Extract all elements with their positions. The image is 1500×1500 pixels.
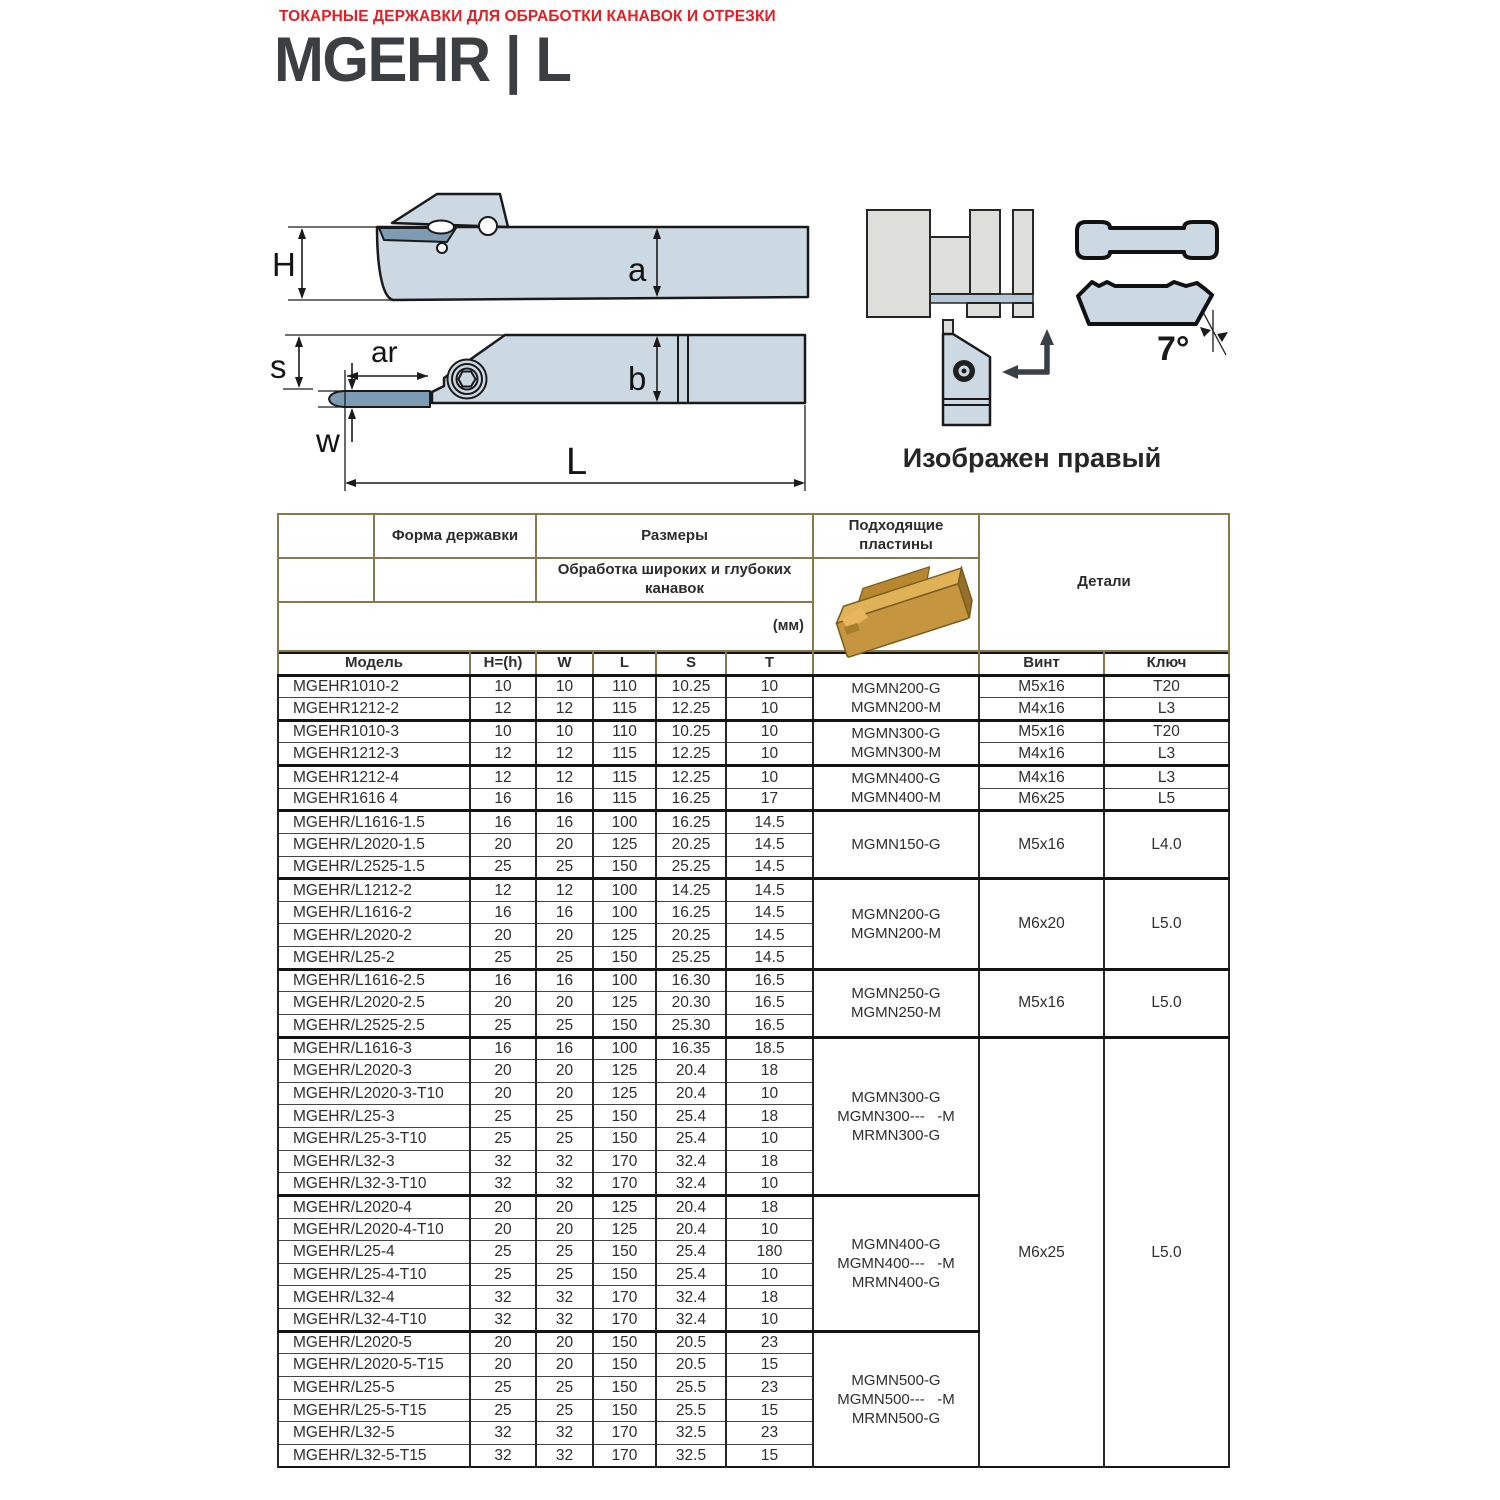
cell-model: MGEHR/L25-5 bbox=[278, 1376, 470, 1399]
cell-t: 14.5 bbox=[726, 879, 813, 902]
cell-model: MGEHR/L25-2 bbox=[278, 947, 470, 970]
cell-l: 170 bbox=[593, 1444, 656, 1467]
cell-s: 14.25 bbox=[656, 879, 726, 902]
cell-l: 125 bbox=[593, 1218, 656, 1241]
cell-t: 10 bbox=[726, 698, 813, 721]
cell-h: 16 bbox=[470, 1037, 536, 1060]
drawing-caption: Изображен правый bbox=[902, 443, 1162, 473]
cell-l: 125 bbox=[593, 992, 656, 1015]
cell-plates: MGMN300-G MGMN300-M bbox=[813, 720, 979, 765]
cell-w: 12 bbox=[536, 743, 593, 766]
cell-key: L4.0 bbox=[1104, 811, 1229, 879]
cell-s: 16.25 bbox=[656, 901, 726, 924]
column-header-row bbox=[278, 653, 1229, 675]
cell-w: 25 bbox=[536, 1014, 593, 1037]
cell-t: 15 bbox=[726, 1399, 813, 1422]
cell-h: 25 bbox=[470, 1399, 536, 1422]
cell-s: 25.4 bbox=[656, 1241, 726, 1264]
cell-model: MGEHR/L32-4-T10 bbox=[278, 1309, 470, 1332]
cell-w: 20 bbox=[536, 1218, 593, 1241]
cell-s: 20.4 bbox=[656, 1060, 726, 1083]
cell-w: 25 bbox=[536, 1263, 593, 1286]
cell-s: 20.5 bbox=[656, 1331, 726, 1354]
page-title: MGEHR | L bbox=[274, 25, 571, 95]
cell-l: 150 bbox=[593, 947, 656, 970]
cell-key: T20 bbox=[1104, 720, 1229, 743]
spec-table bbox=[277, 652, 1230, 1468]
col-header-l: L bbox=[593, 653, 656, 675]
cell-s: 16.25 bbox=[656, 788, 726, 811]
cell-h: 20 bbox=[470, 992, 536, 1015]
cell-model: MGEHR/L1616-1.5 bbox=[278, 811, 470, 834]
cell-w: 16 bbox=[536, 969, 593, 992]
spec-table-area bbox=[277, 513, 1228, 1468]
col-header-key: Ключ bbox=[1104, 653, 1229, 675]
cell-l: 110 bbox=[593, 675, 656, 698]
col-header-t: T bbox=[726, 653, 813, 675]
cell-model: MGEHR/L2020-4-T10 bbox=[278, 1218, 470, 1241]
cell-s: 32.4 bbox=[656, 1150, 726, 1173]
cell-h: 20 bbox=[470, 1082, 536, 1105]
cell-w: 16 bbox=[536, 788, 593, 811]
dim-label-a: a bbox=[628, 251, 647, 288]
spec-table-rows bbox=[278, 653, 1229, 1467]
table-row bbox=[278, 1037, 1229, 1060]
cell-t: 10 bbox=[726, 766, 813, 789]
cell-h: 10 bbox=[470, 675, 536, 698]
cell-s: 25.4 bbox=[656, 1263, 726, 1286]
cell-l: 125 bbox=[593, 1082, 656, 1105]
cell-w: 20 bbox=[536, 1331, 593, 1354]
cell-h: 12 bbox=[470, 698, 536, 721]
cell-h: 25 bbox=[470, 1128, 536, 1151]
cell-l: 110 bbox=[593, 720, 656, 743]
cell-l: 100 bbox=[593, 901, 656, 924]
cell-w: 20 bbox=[536, 1082, 593, 1105]
cell-t: 18.5 bbox=[726, 1037, 813, 1060]
cell-key: L3 bbox=[1104, 766, 1229, 789]
dim-label-w: w bbox=[316, 422, 340, 459]
cell-model: MGEHR/L32-5-T15 bbox=[278, 1444, 470, 1467]
cell-w: 25 bbox=[536, 1376, 593, 1399]
cell-plates: MGMN300-G MGMN300--- -M MRMN300-G bbox=[813, 1037, 979, 1195]
dim-label-L: L bbox=[566, 441, 588, 483]
cell-s: 20.25 bbox=[656, 833, 726, 856]
cell-l: 150 bbox=[593, 1241, 656, 1264]
cell-model: MGEHR1616 4 bbox=[278, 788, 470, 811]
cell-h: 32 bbox=[470, 1150, 536, 1173]
cell-model: MGEHR/L2525-1.5 bbox=[278, 856, 470, 879]
cell-w: 32 bbox=[536, 1286, 593, 1309]
cell-l: 115 bbox=[593, 788, 656, 811]
cell-s: 25.5 bbox=[656, 1376, 726, 1399]
insert-photo bbox=[814, 559, 976, 677]
cell-h: 32 bbox=[470, 1286, 536, 1309]
cell-model: MGEHR/L25-4-T10 bbox=[278, 1263, 470, 1286]
cell-l: 100 bbox=[593, 879, 656, 902]
cell-model: MGEHR/L2020-4 bbox=[278, 1195, 470, 1218]
cell-h: 32 bbox=[470, 1309, 536, 1332]
cell-model: MGEHR/L2020-5 bbox=[278, 1331, 470, 1354]
cell-screw: M4x16 bbox=[979, 766, 1104, 789]
cell-model: MGEHR1010-2 bbox=[278, 675, 470, 698]
cell-model: MGEHR/L1616-2 bbox=[278, 901, 470, 924]
header-empty-cell bbox=[374, 558, 536, 602]
cell-l: 150 bbox=[593, 1014, 656, 1037]
header-mm: (мм) bbox=[278, 602, 813, 651]
cell-w: 25 bbox=[536, 1128, 593, 1151]
cell-w: 25 bbox=[536, 856, 593, 879]
angle-label: 7° bbox=[1157, 330, 1190, 368]
cell-t: 10 bbox=[726, 1173, 813, 1196]
cell-s: 32.5 bbox=[656, 1422, 726, 1445]
cell-w: 20 bbox=[536, 992, 593, 1015]
cell-w: 25 bbox=[536, 1105, 593, 1128]
cell-s: 32.4 bbox=[656, 1309, 726, 1332]
cell-l: 150 bbox=[593, 1263, 656, 1286]
cell-l: 125 bbox=[593, 833, 656, 856]
cell-plates: MGMN250-G MGMN250-M bbox=[813, 969, 979, 1037]
cell-w: 25 bbox=[536, 1241, 593, 1264]
cell-w: 12 bbox=[536, 766, 593, 789]
cell-s: 20.5 bbox=[656, 1354, 726, 1377]
cell-screw: M6x25 bbox=[979, 788, 1104, 811]
feed-direction-arrows bbox=[1002, 329, 1054, 379]
cell-h: 25 bbox=[470, 947, 536, 970]
table-row bbox=[278, 766, 1229, 789]
cell-l: 115 bbox=[593, 766, 656, 789]
cell-s: 12.25 bbox=[656, 766, 726, 789]
cell-screw: M5x16 bbox=[979, 675, 1104, 698]
cell-t: 18 bbox=[726, 1150, 813, 1173]
cell-h: 16 bbox=[470, 788, 536, 811]
cell-t: 16.5 bbox=[726, 1014, 813, 1037]
cell-t: 18 bbox=[726, 1060, 813, 1083]
cell-h: 25 bbox=[470, 1241, 536, 1264]
cell-model: MGEHR/L2020-5-T15 bbox=[278, 1354, 470, 1377]
cell-l: 115 bbox=[593, 743, 656, 766]
cutting-tool-figure bbox=[943, 320, 990, 425]
cell-model: MGEHR/L32-3 bbox=[278, 1150, 470, 1173]
cell-s: 20.30 bbox=[656, 992, 726, 1015]
cell-model: MGEHR1010-3 bbox=[278, 720, 470, 743]
cell-h: 12 bbox=[470, 879, 536, 902]
cell-screw: M5x16 bbox=[979, 811, 1104, 879]
cell-l: 150 bbox=[593, 1399, 656, 1422]
cell-w: 25 bbox=[536, 1399, 593, 1422]
dim-label-s: s bbox=[270, 348, 287, 385]
col-header-h: H=(h) bbox=[470, 653, 536, 675]
cell-t: 10 bbox=[726, 675, 813, 698]
cell-h: 25 bbox=[470, 1376, 536, 1399]
cell-t: 10 bbox=[726, 1218, 813, 1241]
cell-l: 170 bbox=[593, 1309, 656, 1332]
cell-w: 16 bbox=[536, 1037, 593, 1060]
cell-screw: M6x20 bbox=[979, 879, 1104, 970]
col-header-screw: Винт bbox=[979, 653, 1104, 675]
cell-key: L5.0 bbox=[1104, 879, 1229, 970]
cell-screw: M6x25 bbox=[979, 1037, 1104, 1467]
cell-l: 100 bbox=[593, 969, 656, 992]
insert-side-view-drawing bbox=[1078, 282, 1212, 324]
cell-s: 32.5 bbox=[656, 1444, 726, 1467]
cell-l: 125 bbox=[593, 1060, 656, 1083]
cell-s: 25.25 bbox=[656, 947, 726, 970]
cell-w: 32 bbox=[536, 1173, 593, 1196]
table-row bbox=[278, 675, 1229, 698]
cell-l: 170 bbox=[593, 1286, 656, 1309]
table-row bbox=[278, 879, 1229, 902]
cell-t: 16.5 bbox=[726, 992, 813, 1015]
dim-label-H: H bbox=[272, 246, 296, 283]
cell-h: 25 bbox=[470, 1014, 536, 1037]
cell-s: 25.4 bbox=[656, 1128, 726, 1151]
cell-t: 18 bbox=[726, 1105, 813, 1128]
cell-w: 16 bbox=[536, 811, 593, 834]
eyebrow-title: ТОКАРНЫЕ ДЕРЖАВКИ ДЛЯ ОБРАБОТКИ КАНАВОК И ОТРЕЗКИ bbox=[279, 8, 776, 25]
dim-label-ar: ar bbox=[371, 336, 398, 369]
technical-drawing bbox=[250, 160, 1310, 505]
cell-s: 16.35 bbox=[656, 1037, 726, 1060]
cell-h: 10 bbox=[470, 720, 536, 743]
cell-t: 10 bbox=[726, 1309, 813, 1332]
cell-w: 32 bbox=[536, 1309, 593, 1332]
cell-model: MGEHR/L1616-3 bbox=[278, 1037, 470, 1060]
dimension-ar bbox=[347, 336, 428, 380]
cell-h: 20 bbox=[470, 833, 536, 856]
cell-t: 14.5 bbox=[726, 811, 813, 834]
cell-plates: MGMN200-G MGMN200-M bbox=[813, 675, 979, 720]
cell-model: MGEHR/L2525-2.5 bbox=[278, 1014, 470, 1037]
cell-model: MGEHR/L1616-2.5 bbox=[278, 969, 470, 992]
cell-l: 150 bbox=[593, 1331, 656, 1354]
cell-t: 14.5 bbox=[726, 947, 813, 970]
cell-model: MGEHR/L2020-2.5 bbox=[278, 992, 470, 1015]
cell-key: L3 bbox=[1104, 743, 1229, 766]
cell-model: MGEHR1212-2 bbox=[278, 698, 470, 721]
cell-s: 16.25 bbox=[656, 811, 726, 834]
cell-s: 20.25 bbox=[656, 924, 726, 947]
cell-h: 32 bbox=[470, 1422, 536, 1445]
cell-model: MGEHR1212-3 bbox=[278, 743, 470, 766]
table-row bbox=[278, 743, 1229, 766]
cell-plates: MGMN400-G MGMN400--- -M MRMN400-G bbox=[813, 1195, 979, 1331]
cell-t: 14.5 bbox=[726, 924, 813, 947]
cell-t: 10 bbox=[726, 1128, 813, 1151]
holder-top-view-drawing bbox=[377, 194, 808, 300]
col-header-s: S bbox=[656, 653, 726, 675]
cell-s: 20.4 bbox=[656, 1082, 726, 1105]
cell-s: 25.30 bbox=[656, 1014, 726, 1037]
col-header-model: Модель bbox=[278, 653, 470, 675]
cell-key: L5.0 bbox=[1104, 969, 1229, 1037]
cell-w: 20 bbox=[536, 924, 593, 947]
cell-h: 16 bbox=[470, 969, 536, 992]
cell-model: MGEHR/L32-5 bbox=[278, 1422, 470, 1445]
cell-t: 15 bbox=[726, 1354, 813, 1377]
cell-s: 25.25 bbox=[656, 856, 726, 879]
cell-s: 10.25 bbox=[656, 675, 726, 698]
header-empty-cell bbox=[278, 558, 374, 602]
cell-s: 32.4 bbox=[656, 1173, 726, 1196]
cell-h: 20 bbox=[470, 1218, 536, 1241]
cell-t: 14.5 bbox=[726, 901, 813, 924]
cell-h: 32 bbox=[470, 1444, 536, 1467]
cell-l: 150 bbox=[593, 856, 656, 879]
cell-plates: MGMN200-G MGMN200-M bbox=[813, 879, 979, 970]
header-razmery: Размеры bbox=[536, 514, 813, 558]
cell-s: 16.30 bbox=[656, 969, 726, 992]
cell-l: 150 bbox=[593, 1105, 656, 1128]
cell-w: 25 bbox=[536, 947, 593, 970]
cell-t: 18 bbox=[726, 1286, 813, 1309]
header-plates: Подходящие пластины bbox=[813, 514, 979, 558]
cell-w: 16 bbox=[536, 901, 593, 924]
cell-model: MGEHR/L25-5-T15 bbox=[278, 1399, 470, 1422]
clamp-screw-icon bbox=[448, 360, 487, 399]
cell-t: 10 bbox=[726, 720, 813, 743]
cell-t: 14.5 bbox=[726, 856, 813, 879]
cell-model: MGEHR1212-4 bbox=[278, 766, 470, 789]
cell-screw: M4x16 bbox=[979, 743, 1104, 766]
dimension-H bbox=[272, 227, 393, 300]
cell-key: L3 bbox=[1104, 698, 1229, 721]
table-row bbox=[278, 720, 1229, 743]
cell-plates: MGMN400-G MGMN400-M bbox=[813, 766, 979, 811]
cell-key: L5 bbox=[1104, 788, 1229, 811]
workpiece-figure bbox=[867, 210, 1033, 317]
cell-h: 16 bbox=[470, 811, 536, 834]
cell-model: MGEHR/L1212-2 bbox=[278, 879, 470, 902]
cell-h: 12 bbox=[470, 743, 536, 766]
cell-h: 20 bbox=[470, 924, 536, 947]
cell-t: 15 bbox=[726, 1444, 813, 1467]
cell-w: 32 bbox=[536, 1444, 593, 1467]
cell-s: 12.25 bbox=[656, 743, 726, 766]
cell-h: 25 bbox=[470, 856, 536, 879]
header-details: Детали bbox=[979, 514, 1229, 651]
cell-t: 16.5 bbox=[726, 969, 813, 992]
cell-h: 20 bbox=[470, 1354, 536, 1377]
cell-screw: M5x16 bbox=[979, 720, 1104, 743]
table-row bbox=[278, 969, 1229, 992]
cell-w: 10 bbox=[536, 675, 593, 698]
cell-model: MGEHR/L2020-2 bbox=[278, 924, 470, 947]
cell-model: MGEHR/L32-4 bbox=[278, 1286, 470, 1309]
col-header-w: W bbox=[536, 653, 593, 675]
cell-l: 115 bbox=[593, 698, 656, 721]
cell-h: 16 bbox=[470, 901, 536, 924]
cell-l: 150 bbox=[593, 1354, 656, 1377]
cell-t: 10 bbox=[726, 1082, 813, 1105]
cell-l: 125 bbox=[593, 924, 656, 947]
dimension-w bbox=[315, 363, 357, 459]
cell-h: 12 bbox=[470, 766, 536, 789]
table-row bbox=[278, 788, 1229, 811]
cell-t: 14.5 bbox=[726, 833, 813, 856]
cell-l: 170 bbox=[593, 1150, 656, 1173]
cell-key: L5.0 bbox=[1104, 1037, 1229, 1467]
cell-s: 20.4 bbox=[656, 1218, 726, 1241]
cell-model: MGEHR/L2020-1.5 bbox=[278, 833, 470, 856]
cell-l: 150 bbox=[593, 1376, 656, 1399]
cell-l: 100 bbox=[593, 1037, 656, 1060]
dim-label-b: b bbox=[628, 360, 647, 397]
cell-s: 20.4 bbox=[656, 1195, 726, 1218]
cell-w: 12 bbox=[536, 698, 593, 721]
cell-l: 170 bbox=[593, 1422, 656, 1445]
cell-t: 18 bbox=[726, 1195, 813, 1218]
cell-s: 10.25 bbox=[656, 720, 726, 743]
table-row bbox=[278, 811, 1229, 834]
cell-t: 10 bbox=[726, 1263, 813, 1286]
spec-table-header bbox=[277, 513, 1230, 652]
cell-h: 25 bbox=[470, 1105, 536, 1128]
cell-model: MGEHR/L25-3 bbox=[278, 1105, 470, 1128]
cell-model: MGEHR/L2020-3 bbox=[278, 1060, 470, 1083]
cell-screw: M5x16 bbox=[979, 969, 1104, 1037]
cell-s: 32.4 bbox=[656, 1286, 726, 1309]
header-forma: Форма державки bbox=[374, 514, 536, 558]
cell-w: 20 bbox=[536, 1354, 593, 1377]
table-row bbox=[278, 698, 1229, 721]
holder-plan-view-drawing bbox=[329, 335, 805, 407]
header-empty-cell bbox=[278, 514, 374, 558]
insert-top-view-drawing bbox=[1077, 222, 1217, 258]
cell-t: 23 bbox=[726, 1422, 813, 1445]
cell-plates: MGMN150-G bbox=[813, 811, 979, 879]
cell-model: MGEHR/L25-3-T10 bbox=[278, 1128, 470, 1151]
cell-h: 32 bbox=[470, 1173, 536, 1196]
cell-l: 150 bbox=[593, 1128, 656, 1151]
cell-l: 100 bbox=[593, 811, 656, 834]
cell-model: MGEHR/L25-4 bbox=[278, 1241, 470, 1264]
cell-t: 17 bbox=[726, 788, 813, 811]
header-obrabotka: Обработка широких и глубоких канавок bbox=[536, 558, 813, 602]
cell-l: 170 bbox=[593, 1173, 656, 1196]
cell-plates: MGMN500-G MGMN500--- -M MRMN500-G bbox=[813, 1331, 979, 1467]
cell-l: 125 bbox=[593, 1195, 656, 1218]
cell-h: 25 bbox=[470, 1263, 536, 1286]
cell-w: 32 bbox=[536, 1422, 593, 1445]
cell-w: 32 bbox=[536, 1150, 593, 1173]
cell-s: 25.4 bbox=[656, 1105, 726, 1128]
cell-w: 20 bbox=[536, 833, 593, 856]
cell-h: 20 bbox=[470, 1060, 536, 1083]
cell-w: 20 bbox=[536, 1060, 593, 1083]
cell-t: 23 bbox=[726, 1331, 813, 1354]
cell-w: 10 bbox=[536, 720, 593, 743]
cell-h: 20 bbox=[470, 1195, 536, 1218]
cell-h: 20 bbox=[470, 1331, 536, 1354]
cell-model: MGEHR/L2020-3-T10 bbox=[278, 1082, 470, 1105]
cell-t: 10 bbox=[726, 743, 813, 766]
cell-w: 20 bbox=[536, 1195, 593, 1218]
cell-s: 12.25 bbox=[656, 698, 726, 721]
cell-model: MGEHR/L32-3-T10 bbox=[278, 1173, 470, 1196]
cell-t: 180 bbox=[726, 1241, 813, 1264]
cell-screw: M4x16 bbox=[979, 698, 1104, 721]
cell-t: 23 bbox=[726, 1376, 813, 1399]
cell-key: T20 bbox=[1104, 675, 1229, 698]
cell-s: 25.5 bbox=[656, 1399, 726, 1422]
cell-w: 12 bbox=[536, 879, 593, 902]
